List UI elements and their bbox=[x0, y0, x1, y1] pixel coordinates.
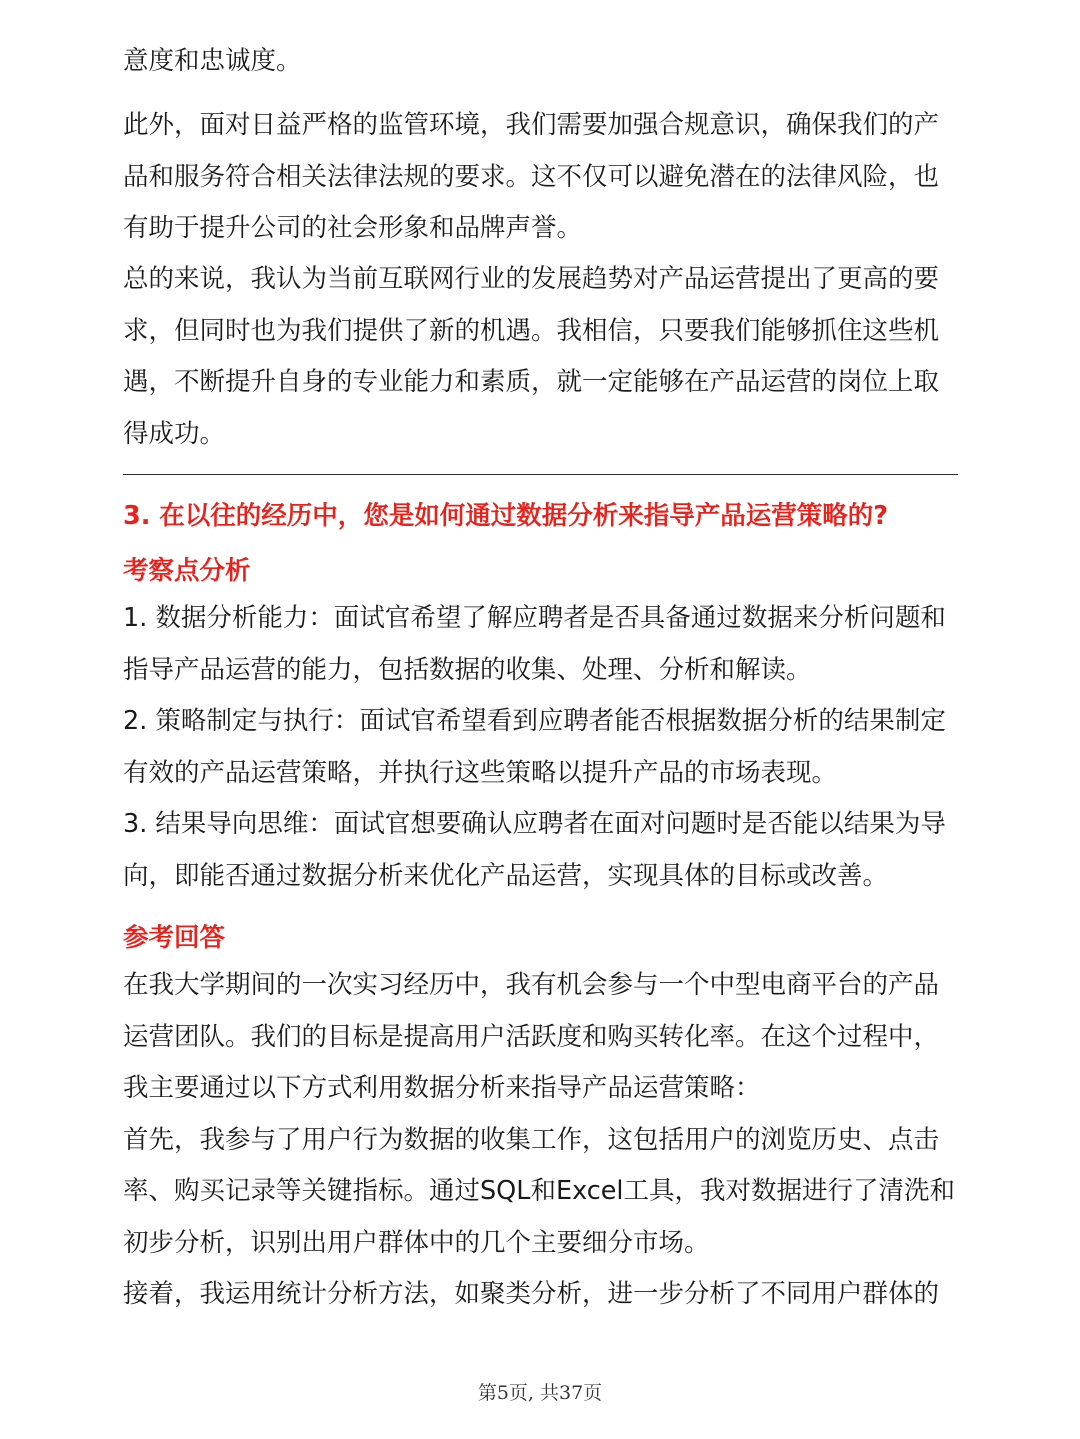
analysis-item: 1. 数据分析能力：面试官希望了解应聘者是否具备通过数据来分析问题和指导产品运营的能力，包括数据的收集、处理、分析和解读。 bbox=[123, 603, 946, 685]
section-divider bbox=[123, 474, 958, 475]
paragraph-continuation: 意度和忠诚度。 bbox=[123, 46, 302, 76]
answer-paragraph: 接着，我运用统计分析方法，如聚类分析，进一步分析了不同用户群体的 bbox=[123, 1279, 940, 1309]
paragraph-summary: 总的来说，我认为当前互联网行业的发展趋势对产品运营提出了更高的要求，但同时也为我们提供了新的机遇。我相信，只要我们能够抓住这些机遇，不断提升自身的专业能力和素质，就一定能够在产品运营的岗位上取得成功。 bbox=[123, 264, 940, 449]
answer-body bbox=[123, 960, 958, 1321]
paragraph-compliance: 此外，面对日益严格的监管环境，我们需要加强合规意识，确保我们的产品和服务符合相关法律法规的要求。这不仅可以避免潜在的法律风险，也有助于提升公司的社会形象和品牌声誉。 bbox=[123, 110, 940, 243]
answer-heading: 参考回答 bbox=[123, 923, 226, 953]
analysis-list bbox=[123, 593, 958, 902]
analysis-heading: 考察点分析 bbox=[123, 556, 251, 586]
analysis-item: 3. 结果导向思维：面试官想要确认应聘者在面对问题时是否能以结果为导向，即能否通过数据分析来优化产品运营，实现具体的目标或改善。 bbox=[123, 809, 946, 891]
analysis-item: 2. 策略制定与执行：面试官希望看到应聘者能否根据数据分析的结果制定有效的产品运营策略，并执行这些策略以提升产品的市场表现。 bbox=[123, 706, 946, 788]
question-title: 3. 在以往的经历中，您是如何通过数据分析来指导产品运营策略的? bbox=[123, 501, 889, 531]
answer-paragraph: 首先，我参与了用户行为数据的收集工作，这包括用户的浏览历史、点击率、购买记录等关键指标。通过SQL和Excel工具，我对数据进行了清洗和初步分析，识别出用户群体中的几个主要细分市场。 bbox=[123, 1124, 956, 1258]
page-number: 第5页, 共37页 bbox=[477, 1382, 603, 1404]
answer-paragraph: 在我大学期间的一次实习经历中，我有机会参与一个中型电商平台的产品运营团队。我们的目标是提高用户活跃度和购买转化率。在这个过程中，我主要通过以下方式利用数据分析来指导产品运营策略： bbox=[123, 970, 940, 1103]
